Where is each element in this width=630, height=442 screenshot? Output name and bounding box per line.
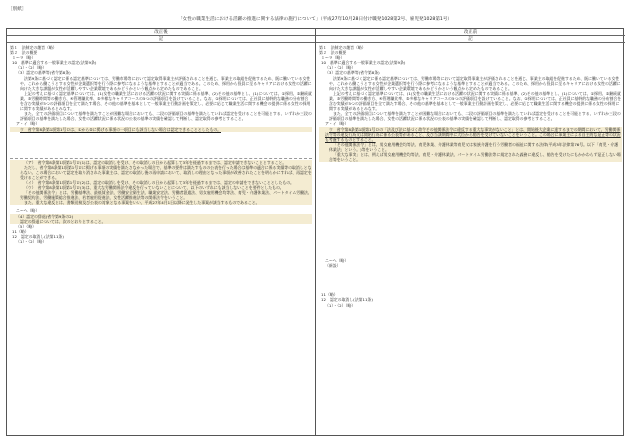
section-line: （5）（略）	[16, 223, 36, 229]
column-header-after: 改正後	[7, 29, 315, 36]
pre-revision-sub-item: 「その他関係法令」とは、男女雇用機会均等法、育児休業、介護休業等育児又は家族介護を行う労働者の福祉に関する法律(平成3年法律第76号。以下「育児・介護休業法」という。)等をいうこと。	[319, 142, 622, 152]
section-line: 10 基準に適合する一般事業主の認定(法第9条)	[12, 60, 97, 66]
amended-sub-item: （イ） 省令第8条第1項第1号ロ(2)は、認定の取消しを受け、その取消しの日から起算して3年を経過するまでは、認定の申請をできないこととしたもの。	[10, 180, 312, 185]
section-heading: 第２ 法の概要	[319, 50, 347, 56]
section-line: ニ～ヘ（略）	[16, 208, 40, 214]
comparison-table	[6, 28, 624, 436]
new-provision-marker: （新設）	[325, 263, 341, 269]
section-line: １～９（略）	[321, 55, 345, 61]
section-line: 12 認定の取消し(法第11条)	[321, 297, 373, 303]
amended-sub-item: （ウ） 省令第8条第1項第1号ロ(3)は、重大な労働関係法令違反を行っていないことについて、以下のいずれにも該当しないことを要件としたもの。	[10, 185, 312, 190]
section-line: 11（略）	[12, 228, 29, 234]
section-heading: 第１ 法制定の趣旨（略）	[319, 45, 366, 50]
section-line: ニ～ヘ（略）	[325, 258, 349, 264]
section-line: （3）認定の基準等(省令第8条)	[325, 70, 380, 76]
document-page	[6, 4, 624, 438]
paragraph: 法第9条に基づく認定に係る認定基準については、労働市場等において認定取得事業主が評価されることを通じ、事業主の取組を促進するため、既に働いている女性や、これから働こうとする女性が企業選択等を行う際に参考になるような基準とすることが適当である。このため、採用から役員に至るキャリアにおける女性の活躍に向けた大きな課題が女性が活躍しやすい企業環境であるかどうかという観点から定めたものであること。	[329, 75, 621, 91]
section-line: （1）・（2）（略）	[325, 302, 356, 308]
column-body-after	[7, 43, 315, 246]
amended-block	[10, 158, 312, 206]
paragraph: 上記の考えに基づく認定基準については、(1)女性の職業生活における活躍の状況に関する実績に係る基準、(2)その他の基準とし、(1)については、①採用、②継続就業、③労働時間等の働き方、④管理職比率、⑤多様なキャリアコースの5つの評価項目を設けていること。なお、①採用については、正社員に基幹的な職務の分布割合を含む実績が5つの評価項目を全て満たす場合、その他の基準を基本として一般事業主行動計画を策定し、必要に応じて職業生活に関する機会の提供に係る女性の採用に関する実績があるとみなす。	[329, 90, 622, 112]
amended-sub-item: ただし、省令第8条第1項第1号ロに掲げる事項の実績を満たさなかった場合で、基準の要件は満たすものの公表を行った場合は基準の適合に係る実績等の取消しとならない。この場合において認定を取り消された事業主は、認定の取消し後の再申請において、取消しの理由となった事項が改善されたことを明らかにすれば、再認定を受けることができる。	[10, 165, 312, 180]
paragraph: また、全ての評価項目について基準を満たすことが困難な場合においても、二段の評価項目の基準を満たしていれば認定を受けることを可能とする、いずれか三段の評価項目の基準を満たした場合、女性の活躍状況に係る状況の公表の基準の実績を確認して判断し、認定取得の参考とすること。	[329, 111, 621, 122]
column-after-revision	[7, 29, 316, 435]
paragraph: 法第9条に基づく認定に係る認定基準については、労働市場等において認定取得事業主が評価されることを通じ、事業主の取組を促進するため、既に働いている女性や、これから働こうとする女性が企業選択等を行う際に参考になるような基準とすることが適当である。このため、採用から役員に至るキャリアにおける女性の活躍に向けた大きな課題が女性が活躍しやすい企業環境であるかどうかという観点から定めたものであること。	[20, 75, 312, 91]
section-line: （3）認定の基準等(省令第8条)	[16, 70, 71, 76]
section-line: １～９（略）	[12, 55, 36, 61]
section-line: 12 認定の取消し(法第11条)	[12, 233, 64, 239]
section-line: 10 基準に適合する一般事業主の認定(法第9条)	[321, 60, 406, 66]
column-body-before	[316, 43, 625, 310]
attachment-label: ［別紙］	[8, 7, 27, 12]
amended-sub-item: また、重大な違反とは、書類送検及び公表の対象となる事案をいい、平成27年4月1日以降に発生した事案が該当するものであること。	[10, 200, 312, 205]
section-heading: 第２ 法の概要	[10, 50, 38, 56]
pre-revision-sub-item: 「重大な事実」とは、例えば男女雇用機会均等法、育児・介護休業法、パートタイム労働法等に規定された義務に違反し、勧告を受けたにもかかわらず是正しない場合等をいうこと。	[319, 152, 622, 162]
amended-sub-item: 「その他関係法令」とは、労働基準法、最低賃金法、労働安全衛生法、職業安定法、労働者派遣法、男女雇用機会均等法、育児・介護休業法、パートタイム労働法、労働契約法、労働施策総合推進法、若者雇用促進法、女性活躍推進法等の関係法令をいうこと。	[10, 190, 312, 200]
pre-revision-item: ウ 省令第8条第1項第1号ロの「法及び法に基づく命令その他関係法令に違反する重大な事実がないこと」とは、開始後大企業に達するまでの期間において、労働関係法令等の違反行為又は開始行為に係る公表等があること、及び当該期間中に大臣から勧告を受けていないことをいうこと。この場合に事業主による自主的な是正等の状況も考慮するものとすること。	[319, 127, 622, 142]
section-line: （1）・（2）（略）	[16, 65, 47, 71]
amended-item: ウ 省令第8条第1項第1号ロは、①から⑤に掲げる事項の一項目にも該当しない場合は認定できることとしたもの。	[10, 127, 312, 132]
column-subheader-before: 記	[316, 36, 625, 43]
column-header-before: 改正前	[316, 29, 625, 36]
paragraph: 上記の考えに基づく認定基準については、(1)女性の職業生活における活躍の状況に関する実績に係る基準、(2)その他の基準とし、(1)については、①採用、②継続就業、③労働時間等の働き方、④管理職比率、⑤多様なキャリアコースの5つの評価項目を設けていること。なお、①採用については、正社員に基幹的な職務の分布割合を含む実績が5つの評価項目を全て満たす場合、その他の基準を基本として一般事業主行動計画を策定し、必要に応じて職業生活に関する機会の提供に係る女性の採用に関する実績があるとみなす。	[20, 90, 312, 112]
new-section-line: 認定の辞退については、次のとおりとすること。	[10, 219, 312, 224]
section-line: （1）・（2）（略）	[16, 239, 47, 244]
list-heading: ア・イ（略）	[16, 121, 40, 127]
section-line: （1）・（2）（略）	[325, 65, 356, 71]
document-title: 「女性の職業生活における活躍の推進に関する法律の施行について」（平成27年10月28日付け職発1028第2号、雇児発1028第1号）	[177, 17, 453, 22]
column-subheader-after: 記	[7, 36, 315, 43]
amended-sub-item: （ア） 省令第8条第1項第1号ロ(1)は、認定の取消しを受け、その取消しの日から起算して3年を経過するまでは、認定申請できないこととすること。	[10, 160, 312, 165]
section-heading: 第１ 法制定の趣旨（略）	[10, 45, 57, 50]
paragraph: また、全ての評価項目について基準を満たすことが困難な場合においても、二段の評価項目の基準を満たしていれば認定を受けることを可能とする、いずれか三段の評価項目の基準を満たした場合、女性の活躍状況に係る状況の公表の基準の実績を確認して判断し、認定取得の参考とすること。	[20, 111, 312, 122]
list-heading: ア・イ（略）	[325, 121, 349, 127]
new-section-line: （4）認定の辞退(省令第9条の2)	[10, 214, 312, 219]
section-line: 11（略）	[321, 292, 338, 298]
column-before-revision	[316, 29, 625, 435]
